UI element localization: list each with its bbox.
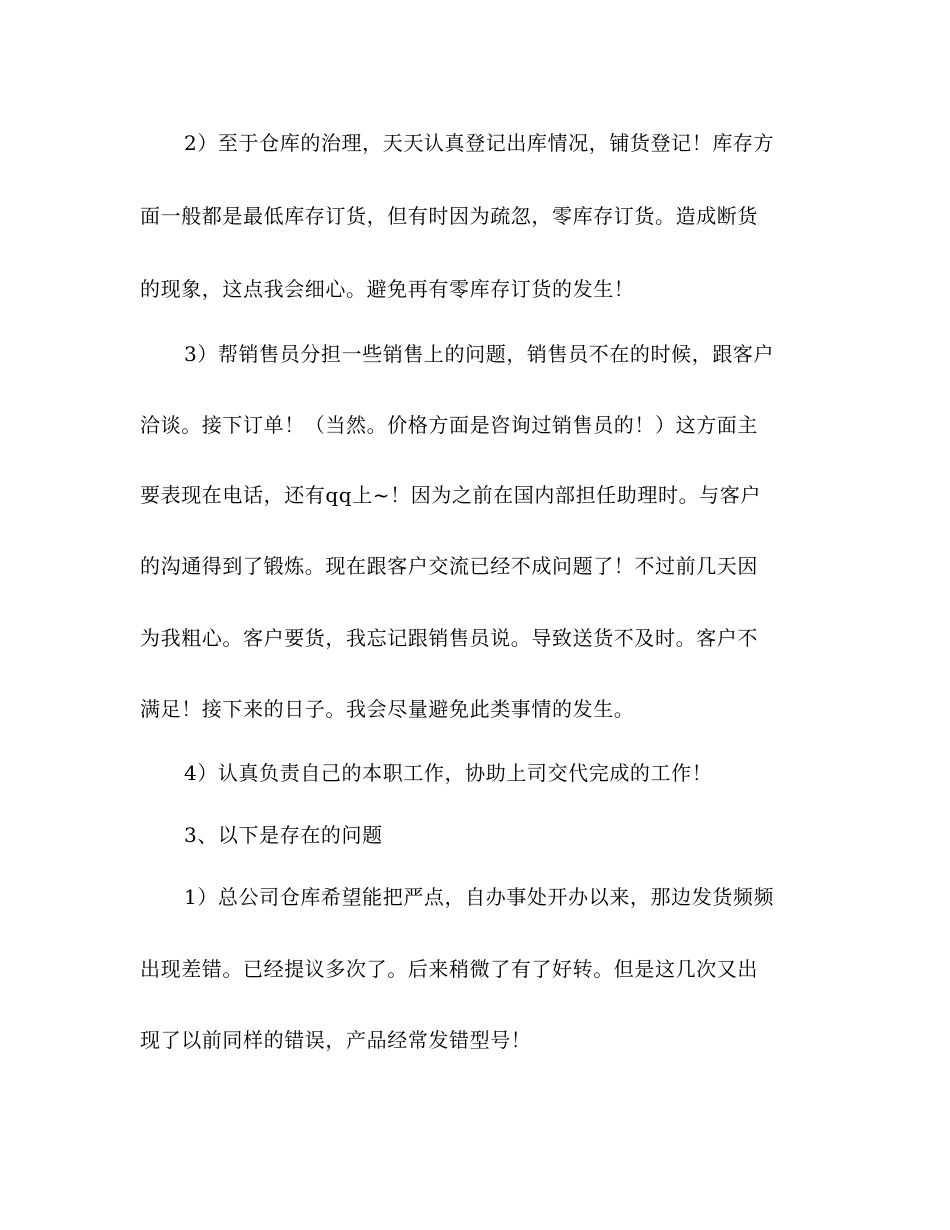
paragraph-line: 面一般都是最低库存订货，但有时因为疏忽，零库存订货。造成断货 bbox=[140, 204, 758, 228]
paragraph-line: 洽谈。接下订单！（当然。价格方面是咨询过销售员的！）这方面主 bbox=[140, 413, 758, 437]
paragraph-line: 的现象，这点我会细心。避免再有零库存订货的发生！ bbox=[140, 277, 635, 301]
paragraph-line: 的沟通得到了锻炼。现在跟客户交流已经不成问题了！不过前几天因 bbox=[140, 554, 758, 578]
section-heading: 3、以下是存在的问题 bbox=[184, 823, 383, 847]
paragraph-line: 出现差错。已经提议多次了。后来稍微了有了好转。但是这几次又出 bbox=[140, 957, 758, 981]
paragraph-line: 要表现在电话，还有qq上~！因为之前在国内部担任助理时。与客户 bbox=[140, 483, 761, 507]
paragraph-line: 4）认真负责自己的本职工作，协助上司交代完成的工作！ bbox=[184, 761, 713, 785]
paragraph-line: 满足！接下来的日子。我会尽量避免此类事情的发生。 bbox=[140, 697, 635, 721]
paragraph-line: 3）帮销售员分担一些销售上的问题，销售员不在的时候，跟客户 bbox=[184, 342, 775, 366]
paragraph-line: 现了以前同样的错误，产品经常发错型号！ bbox=[140, 1028, 532, 1052]
paragraph-line: 为我粗心。客户要货，我忘记跟销售员说。导致送货不及时。客户不 bbox=[140, 626, 758, 650]
paragraph-line: 2）至于仓库的治理，天天认真登记出库情况，铺货登记！库存方 bbox=[184, 131, 775, 155]
paragraph-line: 1）总公司仓库希望能把严点，自办事处开办以来，那边发货频频 bbox=[184, 885, 775, 909]
